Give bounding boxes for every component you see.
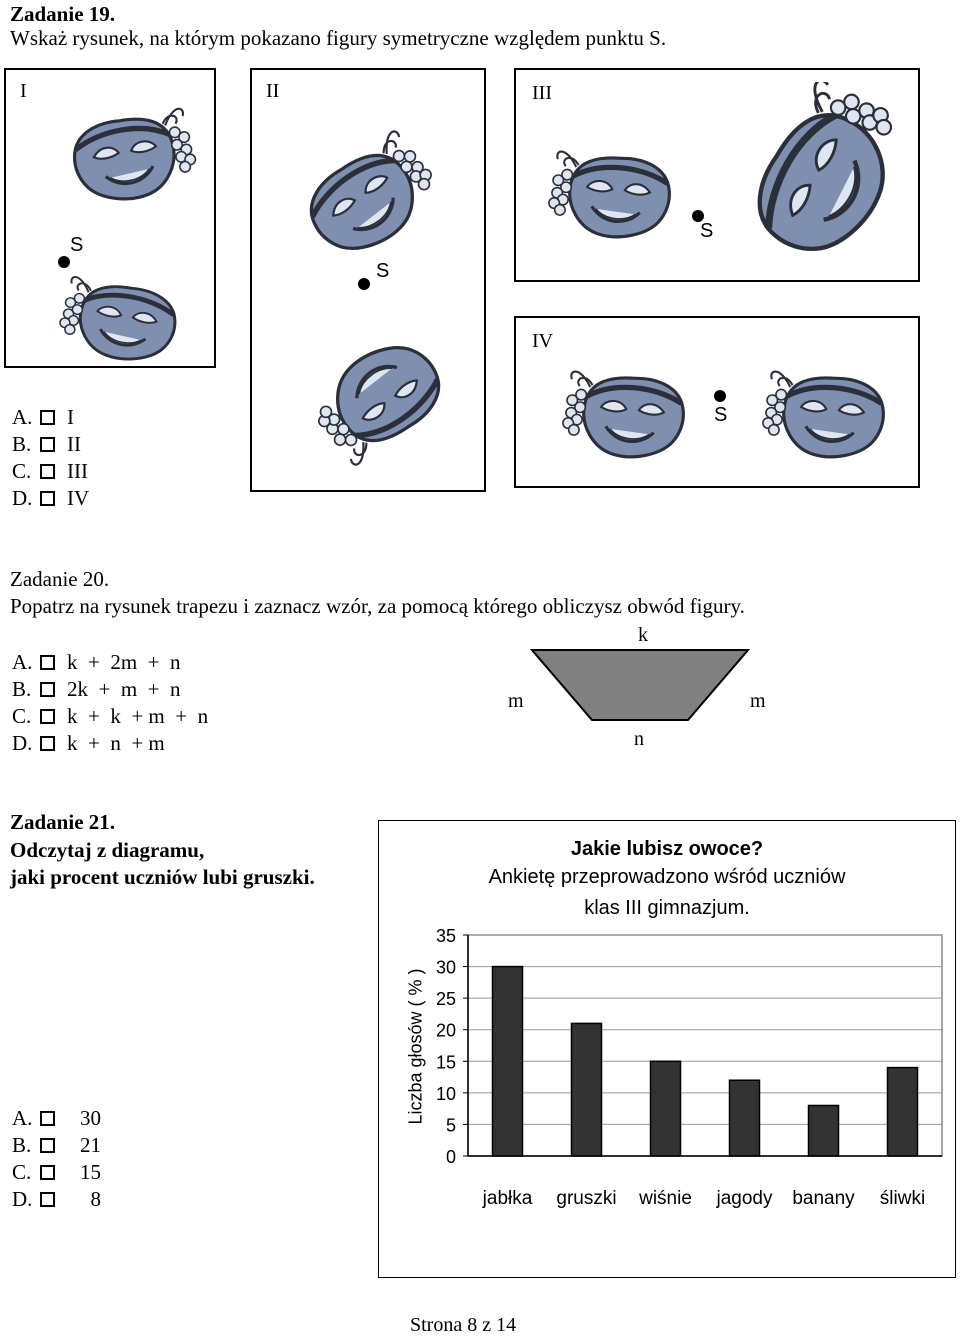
task21-option-a[interactable] <box>12 1106 101 1131</box>
panel-iii <box>514 68 920 282</box>
chart-subtitle-line1: Ankietę przeprowadzono wśród uczniów <box>488 866 846 888</box>
option-text: k + k + m + n <box>67 704 209 728</box>
option-letter: A. <box>12 1106 33 1130</box>
panel-ii <box>250 68 486 492</box>
task19-option-a[interactable] <box>12 405 74 430</box>
panel-label: II <box>266 80 280 102</box>
option-letter: B. <box>12 1133 32 1157</box>
mask-figure <box>730 82 916 280</box>
option-text: 21 <box>80 1133 101 1157</box>
mask-figure <box>302 310 472 480</box>
option-text: 30 <box>80 1106 101 1130</box>
x-tick-label: śliwki <box>879 1188 926 1209</box>
task20-option-c[interactable] <box>12 704 208 729</box>
panel-i <box>4 68 216 368</box>
option-letter: B. <box>12 677 32 701</box>
bar <box>493 967 523 1156</box>
answer-checkbox[interactable] <box>40 437 55 452</box>
task20-option-b[interactable] <box>12 677 181 702</box>
answer-checkbox[interactable] <box>40 410 55 425</box>
point-s-label: S <box>700 220 714 242</box>
label-k: k <box>638 624 648 646</box>
answer-checkbox[interactable] <box>40 736 55 751</box>
option-text: I <box>67 405 74 429</box>
option-text: IV <box>67 486 90 510</box>
mask-figure <box>756 344 906 484</box>
option-letter: A. <box>12 650 33 674</box>
point-s-label: S <box>714 404 728 426</box>
task20-option-a[interactable] <box>12 650 181 675</box>
task20-option-d[interactable] <box>12 731 165 756</box>
page-footer: Strona 8 z 14 <box>410 1314 517 1336</box>
option-letter: D. <box>12 731 33 755</box>
y-tick-label: 30 <box>435 957 456 978</box>
answer-checkbox[interactable] <box>40 491 55 506</box>
option-letter: A. <box>12 405 33 429</box>
answer-checkbox[interactable] <box>40 464 55 479</box>
label-n: n <box>634 728 644 750</box>
answer-checkbox[interactable] <box>40 682 55 697</box>
option-letter: C. <box>12 459 32 483</box>
option-text: III <box>67 459 88 483</box>
bar <box>572 1023 602 1156</box>
bar <box>888 1068 918 1156</box>
plot-area <box>468 935 942 1156</box>
task21-title: Zadanie 21. <box>10 810 116 834</box>
answer-checkbox[interactable] <box>40 1138 55 1153</box>
answer-checkbox[interactable] <box>40 709 55 724</box>
mask-figure <box>30 276 210 366</box>
task21-option-c[interactable] <box>12 1160 101 1185</box>
label-m-right: m <box>750 690 766 712</box>
bar-chart <box>378 920 956 1220</box>
mask-figure <box>538 130 688 270</box>
task20-title: Zadanie 20. <box>10 567 110 591</box>
task19-option-c[interactable] <box>12 459 88 484</box>
task21-option-d[interactable] <box>12 1187 101 1212</box>
panel-iv <box>514 316 920 488</box>
task19-title: Zadanie 19. <box>10 2 116 26</box>
task19-option-b[interactable] <box>12 432 81 457</box>
chart-title: Jakie lubisz owoce? <box>570 838 764 860</box>
x-tick-label: gruszki <box>556 1188 617 1209</box>
option-letter: C. <box>12 1160 32 1184</box>
point-s-label: S <box>70 234 84 256</box>
x-tick-label: wiśnie <box>639 1188 692 1209</box>
x-tick-label: jagody <box>716 1188 773 1209</box>
y-tick-label: 15 <box>435 1052 456 1073</box>
point-s-dot <box>358 278 370 290</box>
trapezoid-figure <box>530 648 750 722</box>
option-letter: D. <box>12 486 33 510</box>
option-text: k + n + m <box>67 731 165 755</box>
bar <box>809 1105 839 1156</box>
y-tick-label: 10 <box>435 1083 456 1104</box>
answer-checkbox[interactable] <box>40 1192 55 1207</box>
option-letter: C. <box>12 704 32 728</box>
y-tick-label: 25 <box>435 989 456 1010</box>
task19-question: Wskaż rysunek, na którym pokazano figury symetryczne względem punktu S. <box>10 26 667 50</box>
bar <box>651 1061 681 1156</box>
option-letter: B. <box>12 432 32 456</box>
task21-option-b[interactable] <box>12 1133 101 1158</box>
point-s-dot <box>58 256 70 268</box>
panel-label: I <box>20 80 27 102</box>
answer-checkbox[interactable] <box>40 655 55 670</box>
x-tick-label: banany <box>792 1188 855 1209</box>
y-tick-label: 5 <box>445 1115 456 1136</box>
answer-checkbox[interactable] <box>40 1165 55 1180</box>
chart-ylabel: Liczba głosów ( % ) <box>405 968 426 1125</box>
panel-label: III <box>532 82 552 104</box>
option-text: 15 <box>80 1160 101 1184</box>
mask-figure <box>278 110 448 280</box>
chart-subtitle-line2: klas III gimnazjum. <box>584 897 750 919</box>
panel-label: IV <box>532 330 554 352</box>
option-text: II <box>67 432 81 456</box>
y-tick-label: 20 <box>435 1020 456 1041</box>
task21-question-line2: jaki procent uczniów lubi gruszki. <box>10 865 315 889</box>
task20-question: Popatrz na rysunek trapezu i zaznacz wzór, za pomocą którego obliczysz obwód figury. <box>10 594 745 618</box>
option-text: 2k + m + n <box>67 677 181 701</box>
trapezoid-shape <box>532 650 748 720</box>
option-letter: D. <box>12 1187 33 1211</box>
mask-figure <box>556 344 706 484</box>
bar <box>730 1080 760 1156</box>
y-tick-label: 35 <box>435 926 456 946</box>
task21-question-line1: Odczytaj z diagramu, <box>10 838 205 862</box>
label-m-left: m <box>508 690 524 712</box>
x-tick-label: jabłka <box>482 1188 533 1209</box>
option-text: 8 <box>90 1187 101 1211</box>
task19-option-d[interactable] <box>12 486 89 511</box>
point-s-label: S <box>376 260 390 282</box>
y-tick-label: 0 <box>445 1147 456 1167</box>
mask-figure <box>56 92 206 222</box>
option-text: k + 2m + n <box>67 650 181 674</box>
point-s-dot <box>714 390 726 402</box>
answer-checkbox[interactable] <box>40 1111 55 1126</box>
